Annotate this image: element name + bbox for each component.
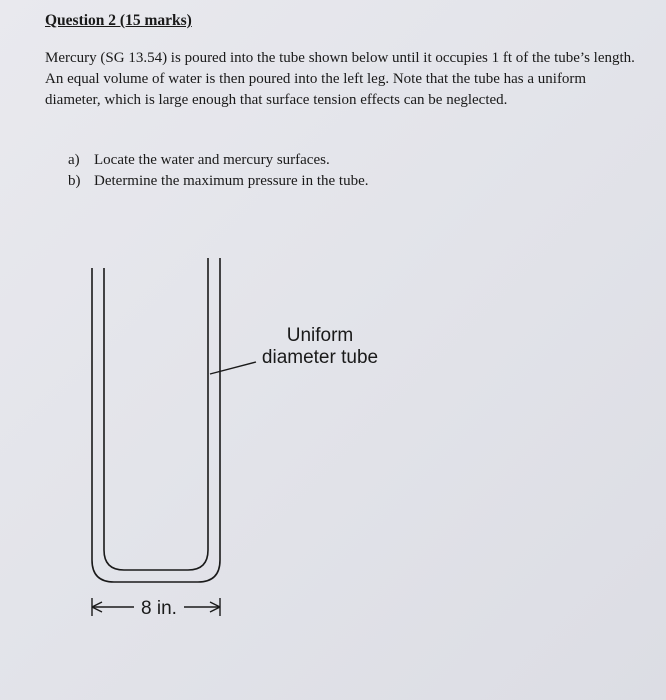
label-leader-line [210, 362, 256, 374]
sub-question-text: Locate the water and mercury surfaces. [94, 152, 330, 168]
tube-label-line1: Uniform [286, 325, 354, 346]
tube-label-line2: diameter tube [261, 347, 379, 368]
tube-inner-wall [104, 258, 208, 570]
dimension-marker [92, 598, 220, 619]
dimension-label: 8 in. [141, 598, 177, 619]
sub-question-letter: a) [68, 152, 80, 168]
sub-question-text: Determine the maximum pressure in the tube. [94, 173, 369, 189]
question-paragraph: Mercury (SG 13.54) is poured into the tube shown below until it occupies 1 ft of the tube’s length. An equal volume of water is then poured into the left leg. Note that the tube has a uniform diameter, which is large enough that surface tension effects can be neglected. [45, 50, 635, 108]
question-heading: Question 2 (15 marks) [45, 12, 192, 29]
tube-outer-wall [92, 258, 220, 582]
sub-question-letter: b) [68, 173, 81, 189]
